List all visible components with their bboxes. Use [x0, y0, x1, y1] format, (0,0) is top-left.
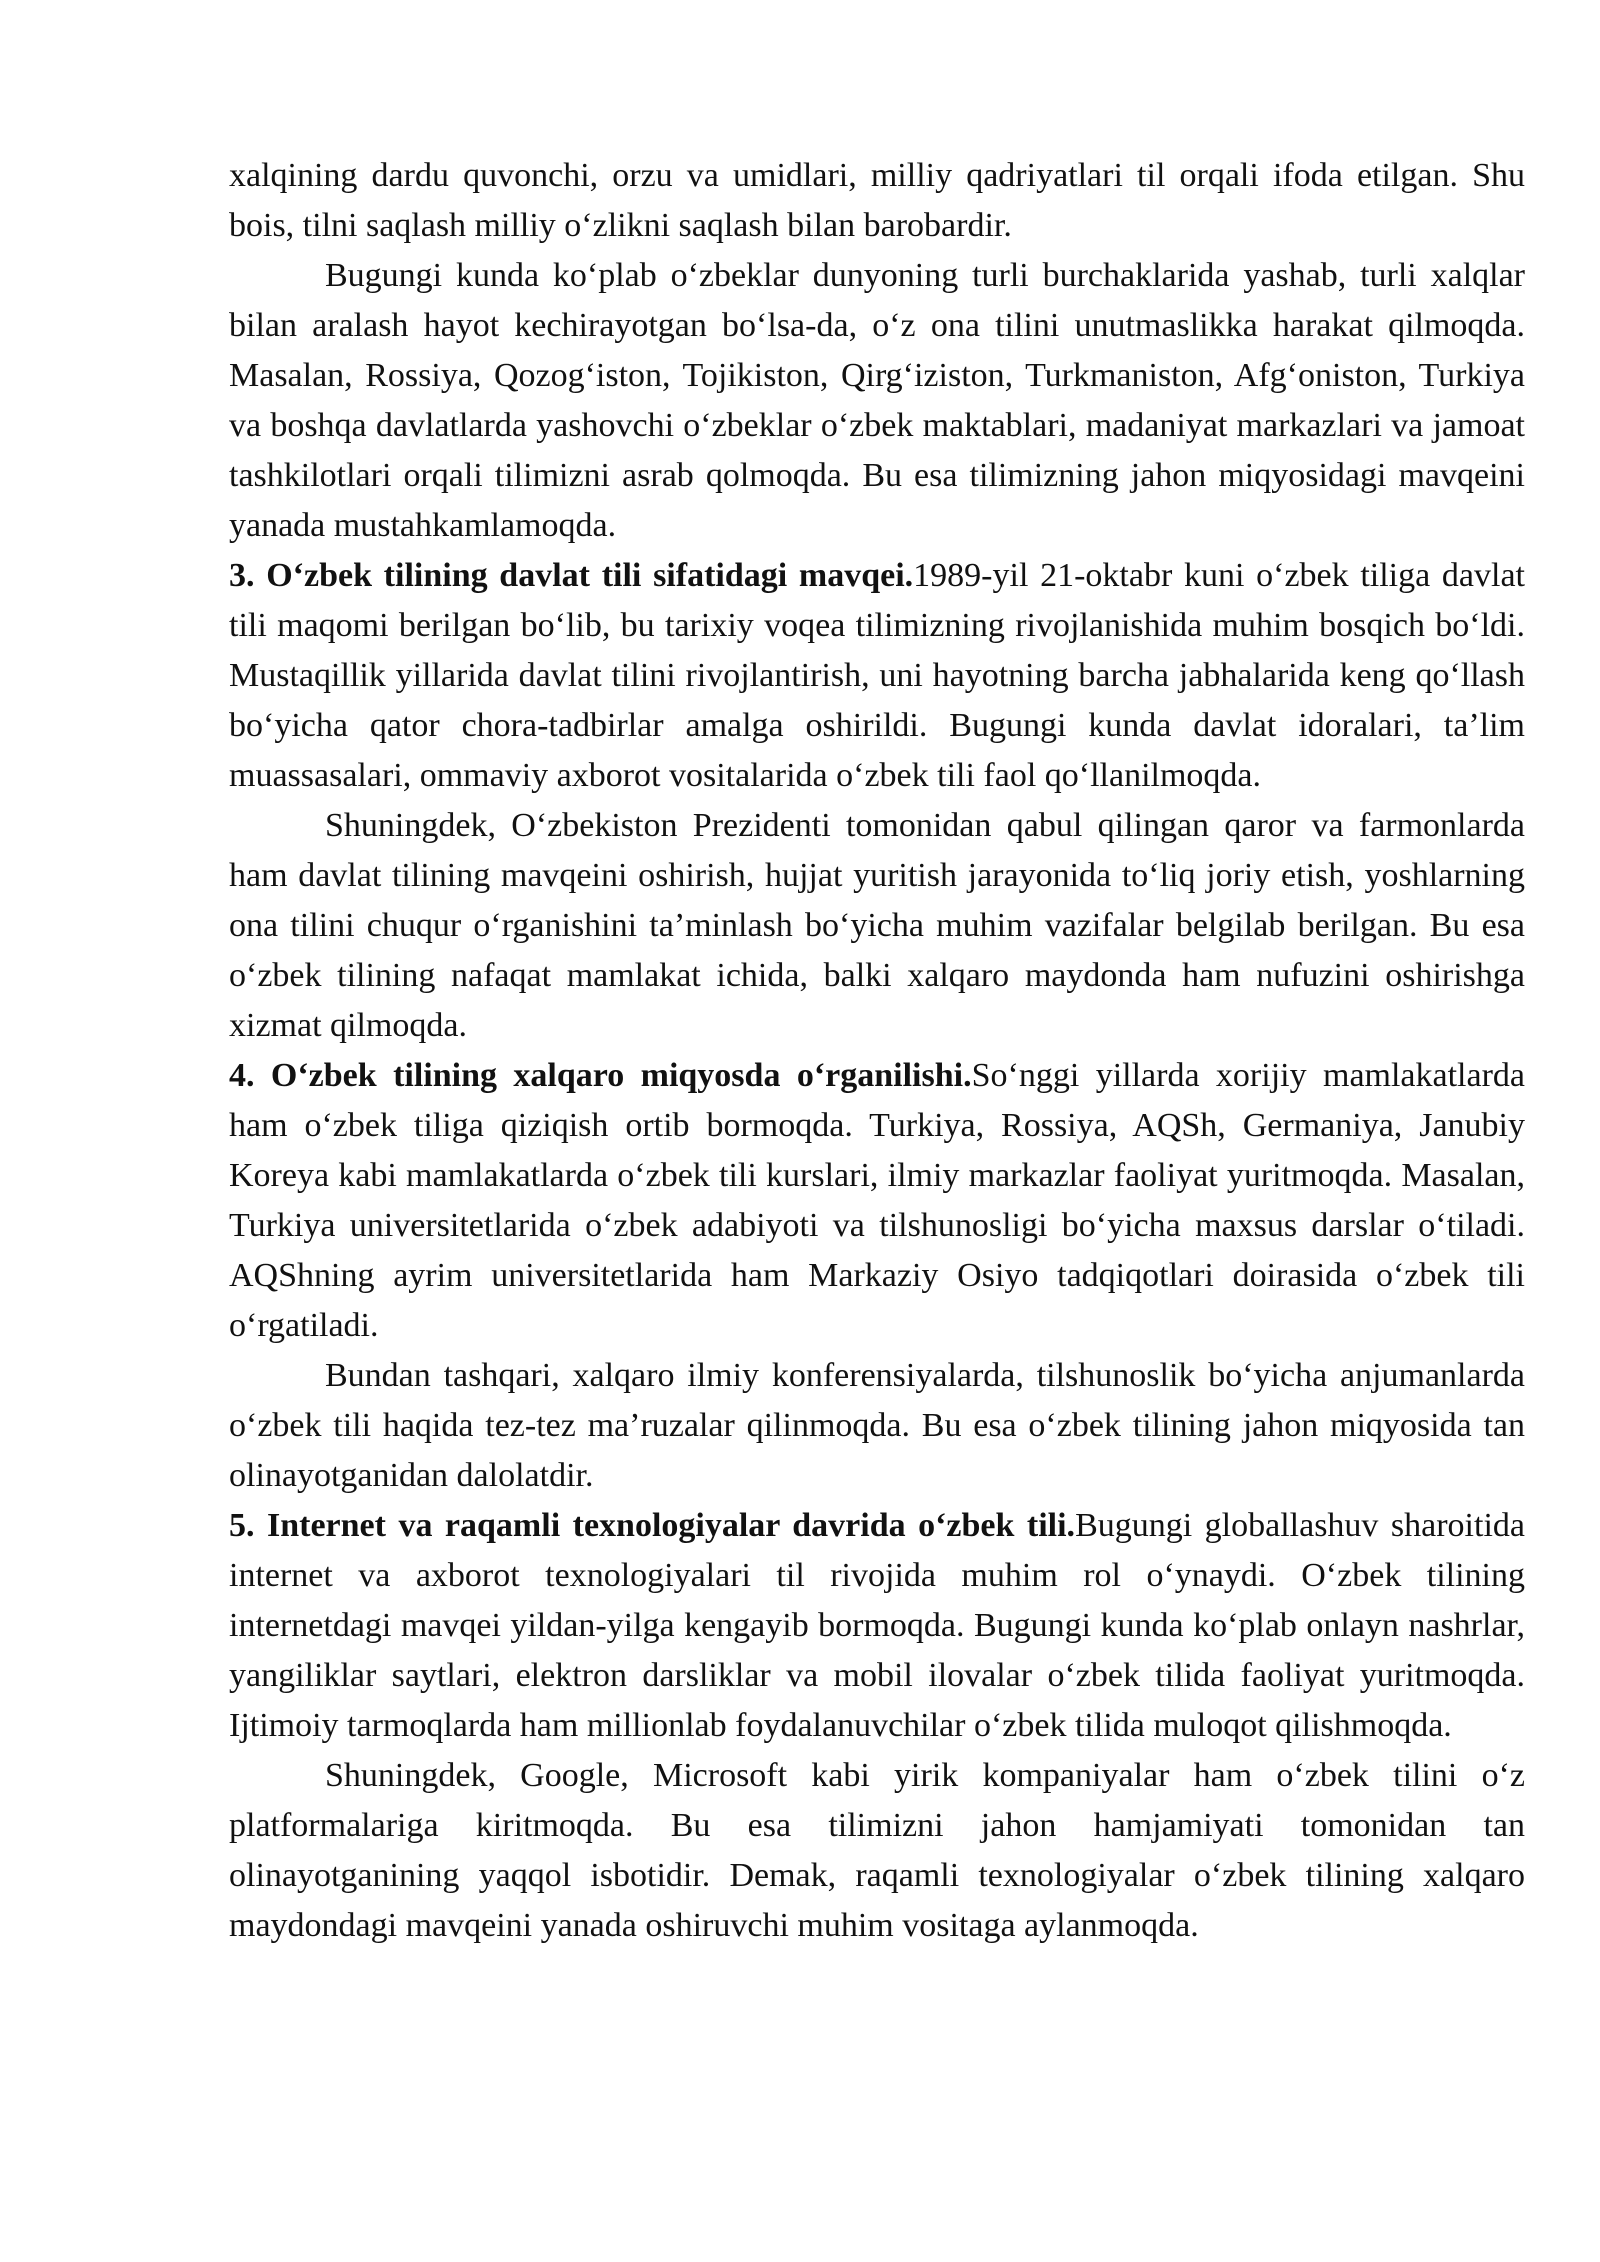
- paragraph-tech-companies: [229, 1751, 1525, 1951]
- section-4-paragraph: [229, 1051, 1525, 1351]
- paragraph-text: Bugungi globallashuv sharoitida internet va axborot texnologiyalari til rivojida muhim rol o‘ynaydi. O‘zbek tilining internetdagi mavqei yildan-yilga kengayib bormoqda. Bugungi kunda ko‘plab onlayn nashrlar, yangiliklar saytlari, elektron darsliklar va mobil ilovalar o‘zbek tilida faoliyat yuritmoqda. Ijtimoiy tarmoqlarda ham millionlab foydalanuvchilar o‘zbek tilida muloqot qilishmoqda.: [229, 1507, 1525, 1744]
- section-3-paragraph: [229, 551, 1525, 801]
- paragraph-text: Shuningdek, O‘zbekiston Prezidenti tomonidan qabul qilingan qaror va farmonlarda ham davlat tilining mavqeini oshirish, hujjat yuritish jarayonida to‘liq joriy etish, yoshlarning ona tilini chuqur o‘rganishini ta’minlash bo‘yicha muhim vazifalar belgilab berilgan. Bu esa o‘zbek tilining nafaqat mamlakat ichida, balki xalqaro maydonda ham nufuzini oshirishga xizmat qilmoqda.: [229, 807, 1525, 1044]
- paragraph-text: Shuningdek, Google, Microsoft kabi yirik kompaniyalar ham o‘zbek tilini o‘z platformalariga kiritmoqda. Bu esa tilimizni jahon hamjamiyati tomonidan tan olinayotganining yaqqol isbotidir. Demak, raqamli texnologiyalar o‘zbek tilining xalqaro maydondagi mavqeini yanada oshiruvchi muhim vositaga aylanmoqda.: [229, 1757, 1525, 1944]
- document-page: [229, 151, 1525, 1951]
- section-heading: 3. O‘zbek tilining davlat tili sifatidagi mavqei.: [229, 557, 914, 594]
- section-heading: 5. Internet va raqamli texnologiyalar davrida o‘zbek tili.: [229, 1507, 1076, 1544]
- section-5-paragraph: [229, 1501, 1525, 1751]
- paragraph-text: xalqining dardu quvonchi, orzu va umidlari, milliy qadriyatlari til orqali ifoda etilgan. Shu bois, tilni saqlash milliy o‘zlikni saqlash bilan barobardir.: [229, 157, 1525, 244]
- paragraph-text: So‘nggi yillarda xorijiy mamlakatlarda ham o‘zbek tiliga qiziqish ortib bormoqda. Turkiya, Rossiya, AQSh, Germaniya, Janubiy Koreya kabi mamlakatlarda o‘zbek tili kurslari, ilmiy markazlar faoliyat yuritmoqda. Masalan, Turkiya universitetlarida o‘zbek adabiyoti va tilshunosligi bo‘yicha maxsus darslar o‘tiladi. AQShning ayrim universitetlarida ham Markaziy Osiyo tadqiqotlari doirasida o‘zbek tili o‘rgatiladi.: [229, 1057, 1525, 1344]
- paragraph-continuation: [229, 151, 1525, 251]
- paragraph-text: 1989-yil 21-oktabr kuni o‘zbek tiliga davlat tili maqomi berilgan bo‘lib, bu tarixiy voqea tilimizning rivojlanishida muhim bosqich bo‘ldi. Mustaqillik yillarida davlat tilini rivojlantirish, uni hayotning barcha jabhalarida keng qo‘llash bo‘yicha qator chora-tadbirlar amalga oshirildi. Bugungi kunda davlat idoralari, ta’lim muassasalari, ommaviy axborot vositalarida o‘zbek tili faol qo‘llanilmoqda.: [229, 557, 1525, 794]
- paragraph-text: Bugungi kunda ko‘plab o‘zbeklar dunyoning turli burchaklarida yashab, turli xalqlar bilan aralash hayot kechirayotgan bo‘lsa-da, o‘z ona tilini unutmaslikka harakat qilmoqda. Masalan, Rossiya, Qozog‘iston, Tojikiston, Qirg‘iziston, Turkmaniston, Afg‘oniston, Turkiya va boshqa davlatlarda yashovchi o‘zbeklar o‘zbek maktablari, madaniyat markazlari va jamoat tashkilotlari orqali tilimizni asrab qolmoqda. Bu esa tilimizning jahon miqyosidagi mavqeini yanada mustahkamlamoqda.: [229, 257, 1525, 544]
- paragraph-uzbeks-abroad: [229, 251, 1525, 551]
- paragraph-text: Bundan tashqari, xalqaro ilmiy konferensiyalarda, tilshunoslik bo‘yicha anjumanlarda o‘zbek tili haqida tez-tez ma’ruzalar qilinmoqda. Bu esa o‘zbek tilining jahon miqyosida tan olinayotganidan dalolatdir.: [229, 1357, 1525, 1494]
- section-heading: 4. O‘zbek tilining xalqaro miqyosda o‘rganilishi.: [229, 1057, 972, 1094]
- paragraph-president-decrees: [229, 801, 1525, 1051]
- paragraph-conferences: [229, 1351, 1525, 1501]
